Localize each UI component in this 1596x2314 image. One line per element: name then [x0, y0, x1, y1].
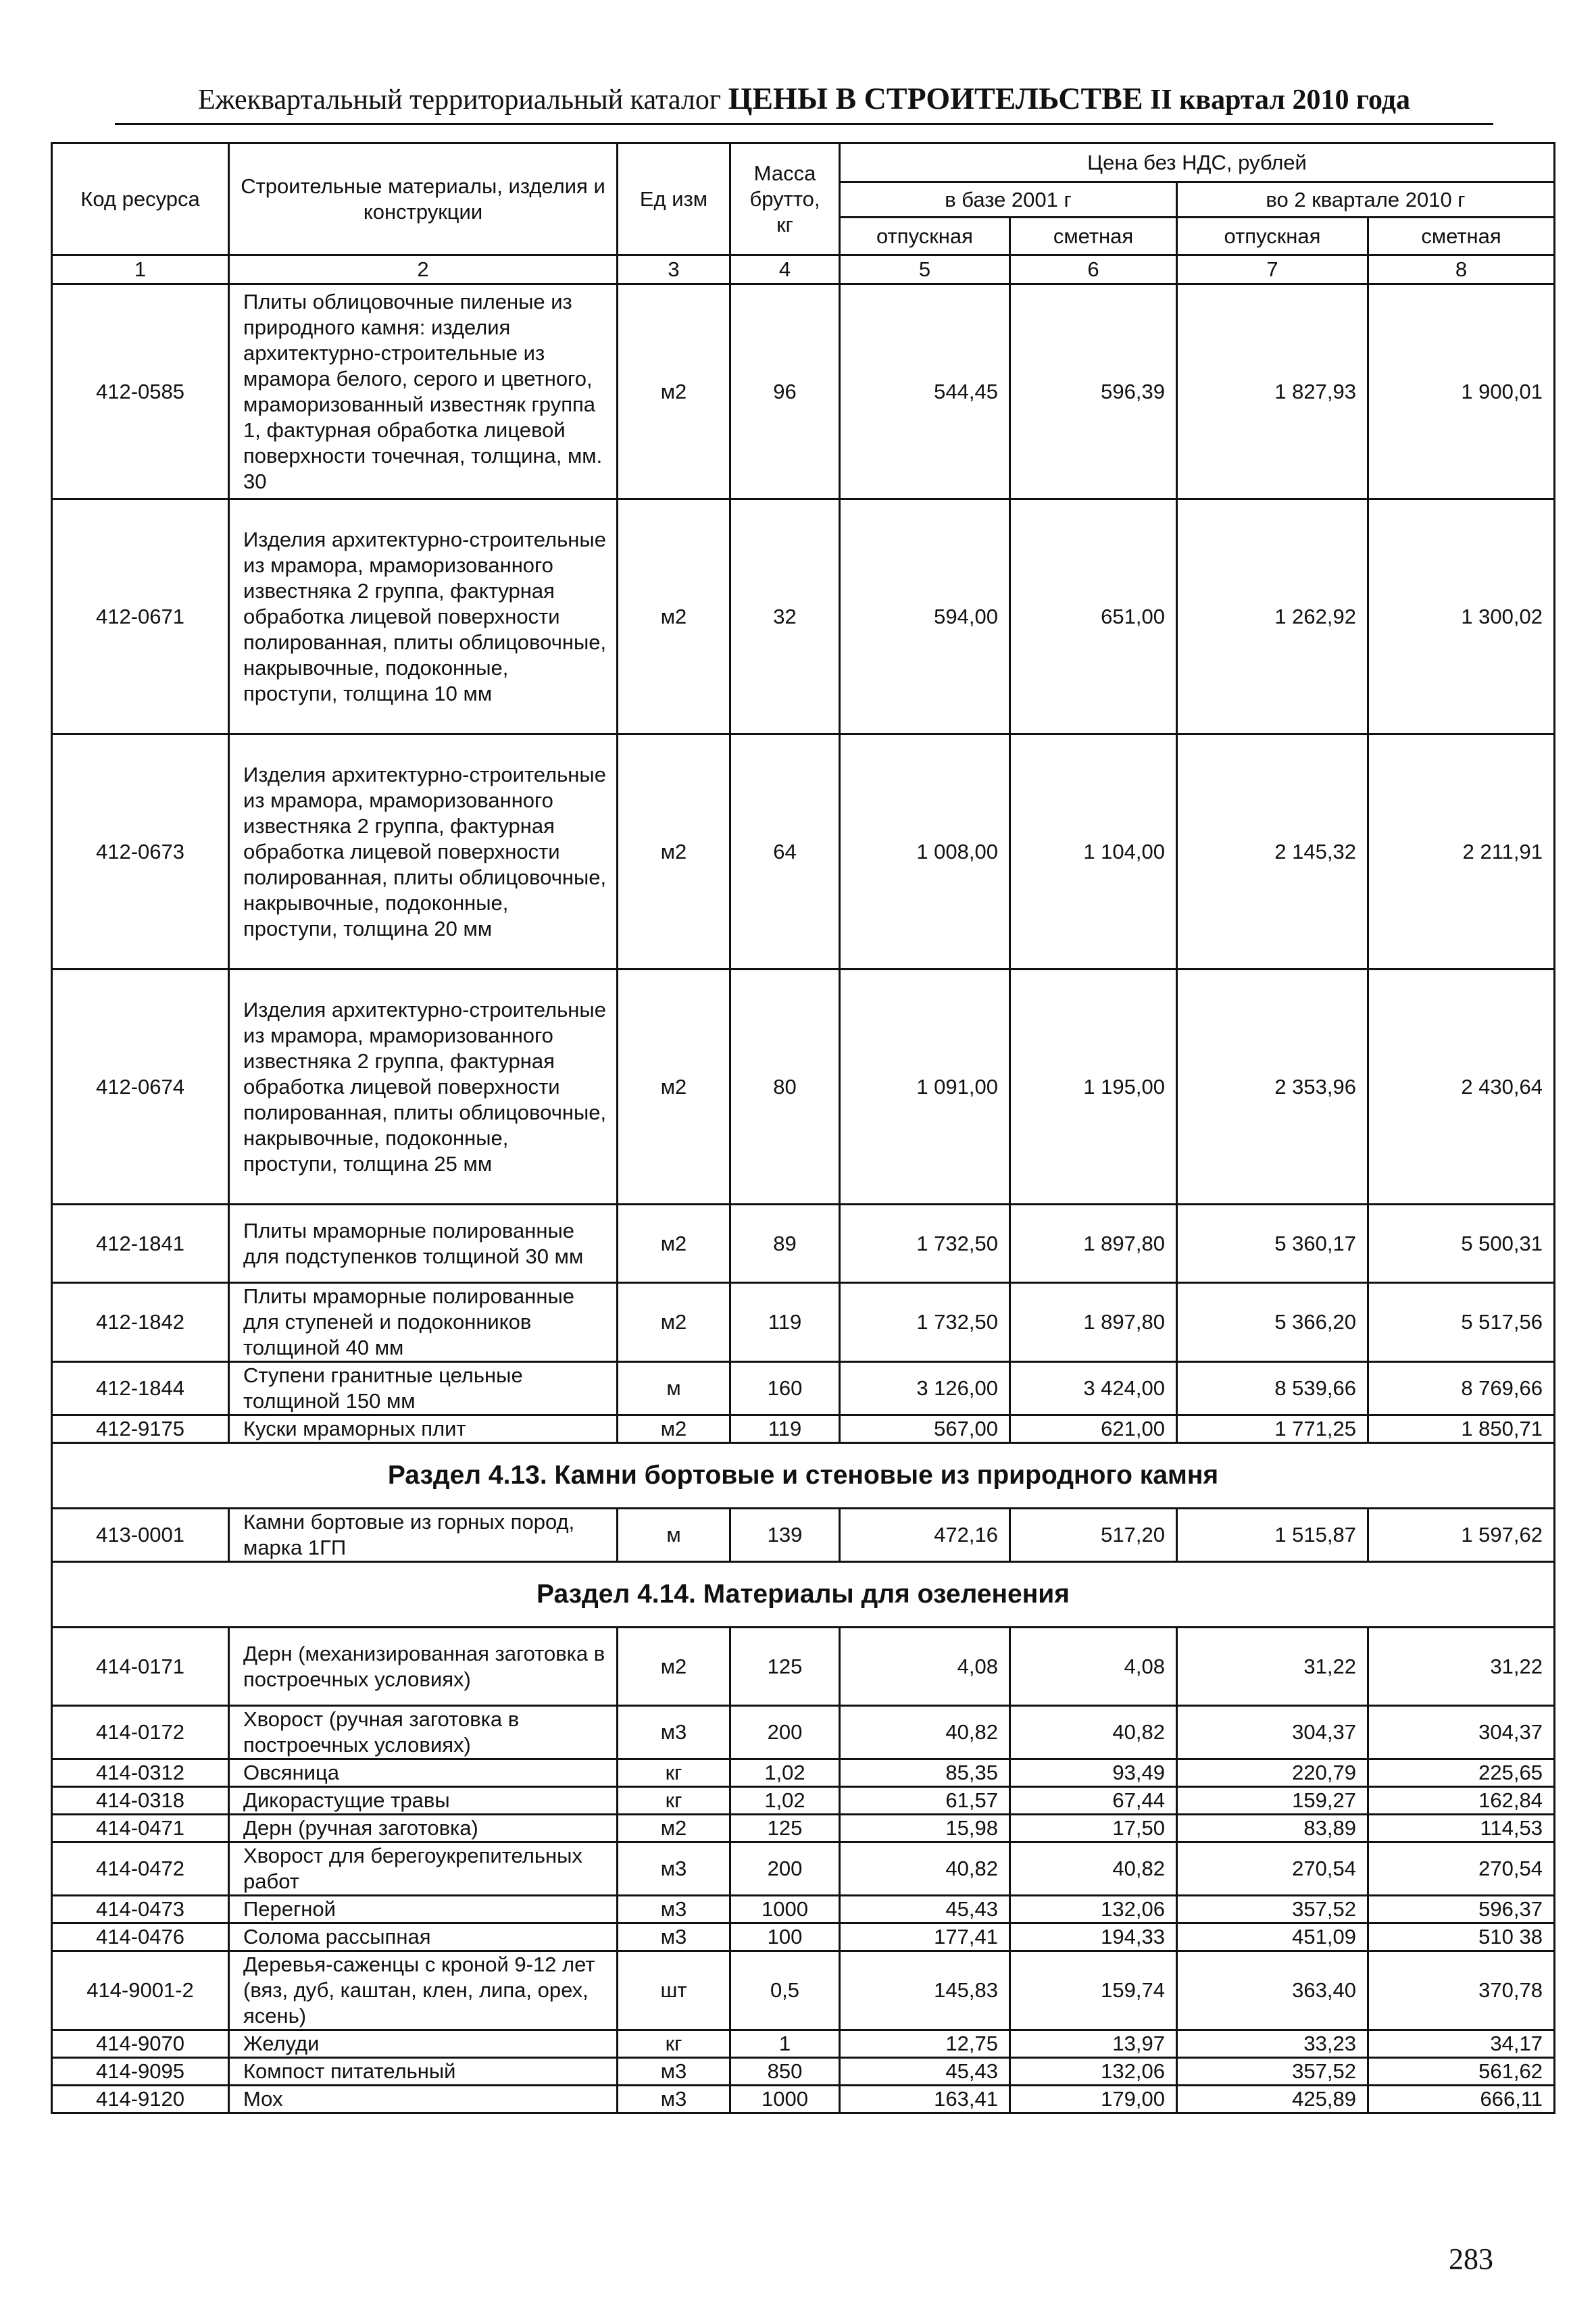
q2-estimate-price-cell: 510 38 — [1368, 1923, 1555, 1951]
unit-cell: м2 — [618, 1628, 730, 1706]
base-release-price-cell: 1 091,00 — [840, 970, 1010, 1205]
col-base-header: в базе 2001 г — [840, 182, 1177, 218]
base-estimate-price-cell: 17,50 — [1010, 1815, 1177, 1842]
gross-mass-cell: 119 — [730, 1415, 840, 1443]
q2-estimate-price-cell: 8 769,66 — [1368, 1362, 1555, 1415]
unit-cell: м — [618, 1509, 730, 1562]
q2-estimate-price-cell: 5 500,31 — [1368, 1205, 1555, 1283]
col-code-header: Код ресурса — [52, 143, 229, 255]
table-row — [52, 1706, 1555, 1759]
table-body-section-4-14 — [52, 1628, 1555, 2113]
material-name-cell: Куски мраморных плит — [229, 1415, 618, 1443]
material-name-cell: Овсяница — [229, 1759, 618, 1787]
table-row — [52, 1628, 1555, 1706]
base-estimate-price-cell: 1 104,00 — [1010, 734, 1177, 970]
base-release-price-cell: 163,41 — [840, 2086, 1010, 2113]
gross-mass-cell: 1,02 — [730, 1787, 840, 1815]
price-table — [51, 142, 1555, 2114]
q2-release-price-cell: 270,54 — [1177, 1842, 1368, 1896]
gross-mass-cell: 80 — [730, 970, 840, 1205]
q2-estimate-price-cell: 596,37 — [1368, 1896, 1555, 1923]
resource-code-cell: 414-0476 — [52, 1923, 229, 1951]
base-release-price-cell: 1 732,50 — [840, 1205, 1010, 1283]
material-name-cell: Дерн (механизированная заготовка в построечных условиях) — [229, 1628, 618, 1706]
table-row — [52, 1787, 1555, 1815]
base-release-price-cell: 4,08 — [840, 1628, 1010, 1706]
table-body-section-4-12 — [52, 284, 1555, 1443]
gross-mass-cell: 1000 — [730, 1896, 840, 1923]
q2-release-price-cell: 2 145,32 — [1177, 734, 1368, 970]
material-name-cell: Хворост (ручная заготовка в построечных условиях) — [229, 1706, 618, 1759]
material-name-cell: Изделия архитектурно-строительные из мрамора, мраморизованного известняка 2 группа, фактурная обработка лицевой поверхности полированная, плиты облицовочные, накрывочные, подоконные, проступи, толщина 10 мм — [229, 499, 618, 734]
col-name-header: Строительные материалы, изделия и конструкции — [229, 143, 618, 255]
gross-mass-cell: 200 — [730, 1706, 840, 1759]
gross-mass-cell: 125 — [730, 1815, 840, 1842]
unit-cell: м3 — [618, 1706, 730, 1759]
table-row — [52, 2058, 1555, 2086]
gross-mass-cell: 125 — [730, 1628, 840, 1706]
q2-estimate-price-cell: 1 850,71 — [1368, 1415, 1555, 1443]
unit-cell: м — [618, 1362, 730, 1415]
base-release-price-cell: 145,83 — [840, 1951, 1010, 2030]
page-header — [115, 74, 1493, 125]
material-name-cell: Деревья-саженцы с кроной 9-12 лет (вяз, дуб, каштан, клен, липа, орех, ясень) — [229, 1951, 618, 2030]
resource-code-cell: 412-0671 — [52, 499, 229, 734]
unit-cell: кг — [618, 1787, 730, 1815]
resource-code-cell: 414-9095 — [52, 2058, 229, 2086]
table-row — [52, 499, 1555, 734]
unit-cell: м2 — [618, 284, 730, 499]
col-number: 2 — [229, 255, 618, 284]
resource-code-cell: 414-0171 — [52, 1628, 229, 1706]
material-name-cell: Изделия архитектурно-строительные из мрамора, мраморизованного известняка 2 группа, фактурная обработка лицевой поверхности полированная, плиты облицовочные, накрывочные, подоконные, проступи, толщина 20 мм — [229, 734, 618, 970]
q2-release-price-cell: 304,37 — [1177, 1706, 1368, 1759]
unit-cell: м2 — [618, 1205, 730, 1283]
col-number: 1 — [52, 255, 229, 284]
gross-mass-cell: 1,02 — [730, 1759, 840, 1787]
col-q2-estimate-header: сметная — [1368, 218, 1555, 255]
table-row — [52, 2030, 1555, 2058]
q2-estimate-price-cell: 2 211,91 — [1368, 734, 1555, 970]
col-price-header: Цена без НДС, рублей — [840, 143, 1555, 182]
base-estimate-price-cell: 40,82 — [1010, 1706, 1177, 1759]
q2-release-price-cell: 1 827,93 — [1177, 284, 1368, 499]
base-estimate-price-cell: 40,82 — [1010, 1842, 1177, 1896]
unit-cell: м2 — [618, 970, 730, 1205]
unit-cell: м3 — [618, 1842, 730, 1896]
material-name-cell: Плиты облицовочные пиленые из природного камня: изделия архитектурно-строительные из мрамора белого, серого и цветного, мраморизованный известняк группа 1, фактурная обработка лицевой поверхности точечная, толщина, мм. 30 — [229, 284, 618, 499]
col-base-release-header: отпускная — [840, 218, 1010, 255]
header-prefix: Ежеквартальный территориальный каталог — [197, 84, 722, 116]
resource-code-cell: 414-9001-2 — [52, 1951, 229, 2030]
table-row — [52, 1923, 1555, 1951]
resource-code-cell: 414-0318 — [52, 1787, 229, 1815]
base-release-price-cell: 45,43 — [840, 1896, 1010, 1923]
table-row — [52, 1842, 1555, 1896]
base-estimate-price-cell: 1 897,80 — [1010, 1205, 1177, 1283]
col-number: 7 — [1177, 255, 1368, 284]
base-estimate-price-cell: 1 195,00 — [1010, 970, 1177, 1205]
base-release-price-cell: 177,41 — [840, 1923, 1010, 1951]
q2-release-price-cell: 33,23 — [1177, 2030, 1368, 2058]
table-row — [52, 1205, 1555, 1283]
unit-cell: м2 — [618, 499, 730, 734]
material-name-cell: Солома рассыпная — [229, 1923, 618, 1951]
q2-release-price-cell: 5 360,17 — [1177, 1205, 1368, 1283]
table-body-section-4-13 — [52, 1509, 1555, 1562]
material-name-cell: Камни бортовые из горных пород, марка 1ГП — [229, 1509, 618, 1562]
table-row — [52, 284, 1555, 499]
unit-cell: м3 — [618, 1923, 730, 1951]
base-estimate-price-cell: 517,20 — [1010, 1509, 1177, 1562]
q2-estimate-price-cell: 666,11 — [1368, 2086, 1555, 2113]
resource-code-cell: 414-0471 — [52, 1815, 229, 1842]
resource-code-cell: 414-0312 — [52, 1759, 229, 1787]
section-heading: Раздел 4.14. Материалы для озеленения — [52, 1562, 1555, 1628]
col-number: 5 — [840, 255, 1010, 284]
base-estimate-price-cell: 4,08 — [1010, 1628, 1177, 1706]
gross-mass-cell: 1000 — [730, 2086, 840, 2113]
col-unit-header: Ед изм — [618, 143, 730, 255]
gross-mass-cell: 200 — [730, 1842, 840, 1896]
q2-estimate-price-cell: 162,84 — [1368, 1787, 1555, 1815]
base-estimate-price-cell: 194,33 — [1010, 1923, 1177, 1951]
unit-cell: м3 — [618, 1896, 730, 1923]
q2-release-price-cell: 357,52 — [1177, 1896, 1368, 1923]
base-release-price-cell: 3 126,00 — [840, 1362, 1010, 1415]
base-release-price-cell: 567,00 — [840, 1415, 1010, 1443]
q2-estimate-price-cell: 225,65 — [1368, 1759, 1555, 1787]
unit-cell: м2 — [618, 1815, 730, 1842]
section-heading-row — [52, 1562, 1555, 1628]
q2-estimate-price-cell: 370,78 — [1368, 1951, 1555, 2030]
q2-estimate-price-cell: 270,54 — [1368, 1842, 1555, 1896]
col-number: 3 — [618, 255, 730, 284]
resource-code-cell: 414-0172 — [52, 1706, 229, 1759]
unit-cell: м3 — [618, 2086, 730, 2113]
table-row — [52, 1951, 1555, 2030]
base-estimate-price-cell: 132,06 — [1010, 2058, 1177, 2086]
q2-estimate-price-cell: 114,53 — [1368, 1815, 1555, 1842]
base-release-price-cell: 15,98 — [840, 1815, 1010, 1842]
unit-cell: м2 — [618, 1283, 730, 1362]
q2-estimate-price-cell: 2 430,64 — [1368, 970, 1555, 1205]
base-estimate-price-cell: 596,39 — [1010, 284, 1177, 499]
gross-mass-cell: 64 — [730, 734, 840, 970]
table-row — [52, 734, 1555, 970]
table-row — [52, 1815, 1555, 1842]
base-release-price-cell: 594,00 — [840, 499, 1010, 734]
base-estimate-price-cell: 93,49 — [1010, 1759, 1177, 1787]
gross-mass-cell: 89 — [730, 1205, 840, 1283]
material-name-cell: Желуди — [229, 2030, 618, 2058]
section-heading-row — [52, 1443, 1555, 1509]
q2-estimate-price-cell: 1 597,62 — [1368, 1509, 1555, 1562]
base-release-price-cell: 1 732,50 — [840, 1283, 1010, 1362]
col-number: 6 — [1010, 255, 1177, 284]
table-row — [52, 970, 1555, 1205]
unit-cell: м3 — [618, 2058, 730, 2086]
resource-code-cell: 412-1841 — [52, 1205, 229, 1283]
q2-estimate-price-cell: 561,62 — [1368, 2058, 1555, 2086]
table-row — [52, 1896, 1555, 1923]
q2-release-price-cell: 1 771,25 — [1177, 1415, 1368, 1443]
q2-estimate-price-cell: 304,37 — [1368, 1706, 1555, 1759]
material-name-cell: Дерн (ручная заготовка) — [229, 1815, 618, 1842]
base-release-price-cell: 472,16 — [840, 1509, 1010, 1562]
base-estimate-price-cell: 651,00 — [1010, 499, 1177, 734]
unit-cell: шт — [618, 1951, 730, 2030]
q2-release-price-cell: 159,27 — [1177, 1787, 1368, 1815]
q2-release-price-cell: 1 262,92 — [1177, 499, 1368, 734]
material-name-cell: Изделия архитектурно-строительные из мрамора, мраморизованного известняка 2 группа, фактурная обработка лицевой поверхности полированная, плиты облицовочные, накрывочные, подоконные, проступи, толщина 25 мм — [229, 970, 618, 1205]
resource-code-cell: 412-9175 — [52, 1415, 229, 1443]
q2-release-price-cell: 451,09 — [1177, 1923, 1368, 1951]
base-release-price-cell: 61,57 — [840, 1787, 1010, 1815]
base-release-price-cell: 544,45 — [840, 284, 1010, 499]
table-row — [52, 1759, 1555, 1787]
base-estimate-price-cell: 13,97 — [1010, 2030, 1177, 2058]
col-number: 4 — [730, 255, 840, 284]
q2-release-price-cell: 5 366,20 — [1177, 1283, 1368, 1362]
base-release-price-cell: 45,43 — [840, 2058, 1010, 2086]
resource-code-cell: 414-0473 — [52, 1896, 229, 1923]
section-heading: Раздел 4.13. Камни бортовые и стеновые из природного камня — [52, 1443, 1555, 1509]
base-estimate-price-cell: 159,74 — [1010, 1951, 1177, 2030]
base-release-price-cell: 85,35 — [840, 1759, 1010, 1787]
unit-cell: м2 — [618, 734, 730, 970]
base-estimate-price-cell: 1 897,80 — [1010, 1283, 1177, 1362]
material-name-cell: Хворост для берегоукрепительных работ — [229, 1842, 618, 1896]
gross-mass-cell: 100 — [730, 1923, 840, 1951]
base-estimate-price-cell: 621,00 — [1010, 1415, 1177, 1443]
header-quarter: II квартал 2010 года — [1150, 84, 1411, 116]
col-number: 8 — [1368, 255, 1555, 284]
unit-cell: кг — [618, 2030, 730, 2058]
resource-code-cell: 412-0585 — [52, 284, 229, 499]
q2-estimate-price-cell: 31,22 — [1368, 1628, 1555, 1706]
q2-estimate-price-cell: 5 517,56 — [1368, 1283, 1555, 1362]
q2-estimate-price-cell: 34,17 — [1368, 2030, 1555, 2058]
q2-release-price-cell: 1 515,87 — [1177, 1509, 1368, 1562]
q2-release-price-cell: 425,89 — [1177, 2086, 1368, 2113]
base-release-price-cell: 1 008,00 — [840, 734, 1010, 970]
col-base-estimate-header: сметная — [1010, 218, 1177, 255]
material-name-cell: Компост питательный — [229, 2058, 618, 2086]
resource-code-cell: 412-1842 — [52, 1283, 229, 1362]
q2-estimate-price-cell: 1 300,02 — [1368, 499, 1555, 734]
gross-mass-cell: 850 — [730, 2058, 840, 2086]
base-estimate-price-cell: 179,00 — [1010, 2086, 1177, 2113]
resource-code-cell: 412-0674 — [52, 970, 229, 1205]
material-name-cell: Дикорастущие травы — [229, 1787, 618, 1815]
base-release-price-cell: 40,82 — [840, 1842, 1010, 1896]
table-row — [52, 1509, 1555, 1562]
base-release-price-cell: 40,82 — [840, 1706, 1010, 1759]
page-number: 283 — [1449, 2242, 1493, 2275]
base-release-price-cell: 12,75 — [840, 2030, 1010, 2058]
table-header — [52, 143, 1555, 284]
table-row — [52, 1362, 1555, 1415]
q2-release-price-cell: 357,52 — [1177, 2058, 1368, 2086]
col-mass-header: Масса брутто, кг — [730, 143, 840, 255]
gross-mass-cell: 32 — [730, 499, 840, 734]
gross-mass-cell: 96 — [730, 284, 840, 499]
base-estimate-price-cell: 132,06 — [1010, 1896, 1177, 1923]
gross-mass-cell: 160 — [730, 1362, 840, 1415]
resource-code-cell: 414-9070 — [52, 2030, 229, 2058]
gross-mass-cell: 119 — [730, 1283, 840, 1362]
q2-release-price-cell: 8 539,66 — [1177, 1362, 1368, 1415]
gross-mass-cell: 0,5 — [730, 1951, 840, 2030]
base-estimate-price-cell: 3 424,00 — [1010, 1362, 1177, 1415]
q2-release-price-cell: 363,40 — [1177, 1951, 1368, 2030]
table-row — [52, 2086, 1555, 2113]
resource-code-cell: 414-0472 — [52, 1842, 229, 1896]
unit-cell: кг — [618, 1759, 730, 1787]
table-row — [52, 1283, 1555, 1362]
material-name-cell: Перегной — [229, 1896, 618, 1923]
q2-estimate-price-cell: 1 900,01 — [1368, 284, 1555, 499]
col-q2-header: во 2 квартале 2010 г — [1177, 182, 1555, 218]
header-catalog-title: ЦЕНЫ В СТРОИТЕЛЬСТВЕ — [728, 81, 1143, 116]
resource-code-cell: 413-0001 — [52, 1509, 229, 1562]
resource-code-cell: 412-0673 — [52, 734, 229, 970]
gross-mass-cell: 139 — [730, 1509, 840, 1562]
material-name-cell: Плиты мраморные полированные для подступенков толщиной 30 мм — [229, 1205, 618, 1283]
resource-code-cell: 414-9120 — [52, 2086, 229, 2113]
base-estimate-price-cell: 67,44 — [1010, 1787, 1177, 1815]
q2-release-price-cell: 31,22 — [1177, 1628, 1368, 1706]
q2-release-price-cell: 2 353,96 — [1177, 970, 1368, 1205]
q2-release-price-cell: 83,89 — [1177, 1815, 1368, 1842]
resource-code-cell: 412-1844 — [52, 1362, 229, 1415]
unit-cell: м2 — [618, 1415, 730, 1443]
table-row — [52, 1415, 1555, 1443]
material-name-cell: Плиты мраморные полированные для ступеней и подоконников толщиной 40 мм — [229, 1283, 618, 1362]
material-name-cell: Мох — [229, 2086, 618, 2113]
q2-release-price-cell: 220,79 — [1177, 1759, 1368, 1787]
col-q2-release-header: отпускная — [1177, 218, 1368, 255]
material-name-cell: Ступени гранитные цельные толщиной 150 мм — [229, 1362, 618, 1415]
gross-mass-cell: 1 — [730, 2030, 840, 2058]
